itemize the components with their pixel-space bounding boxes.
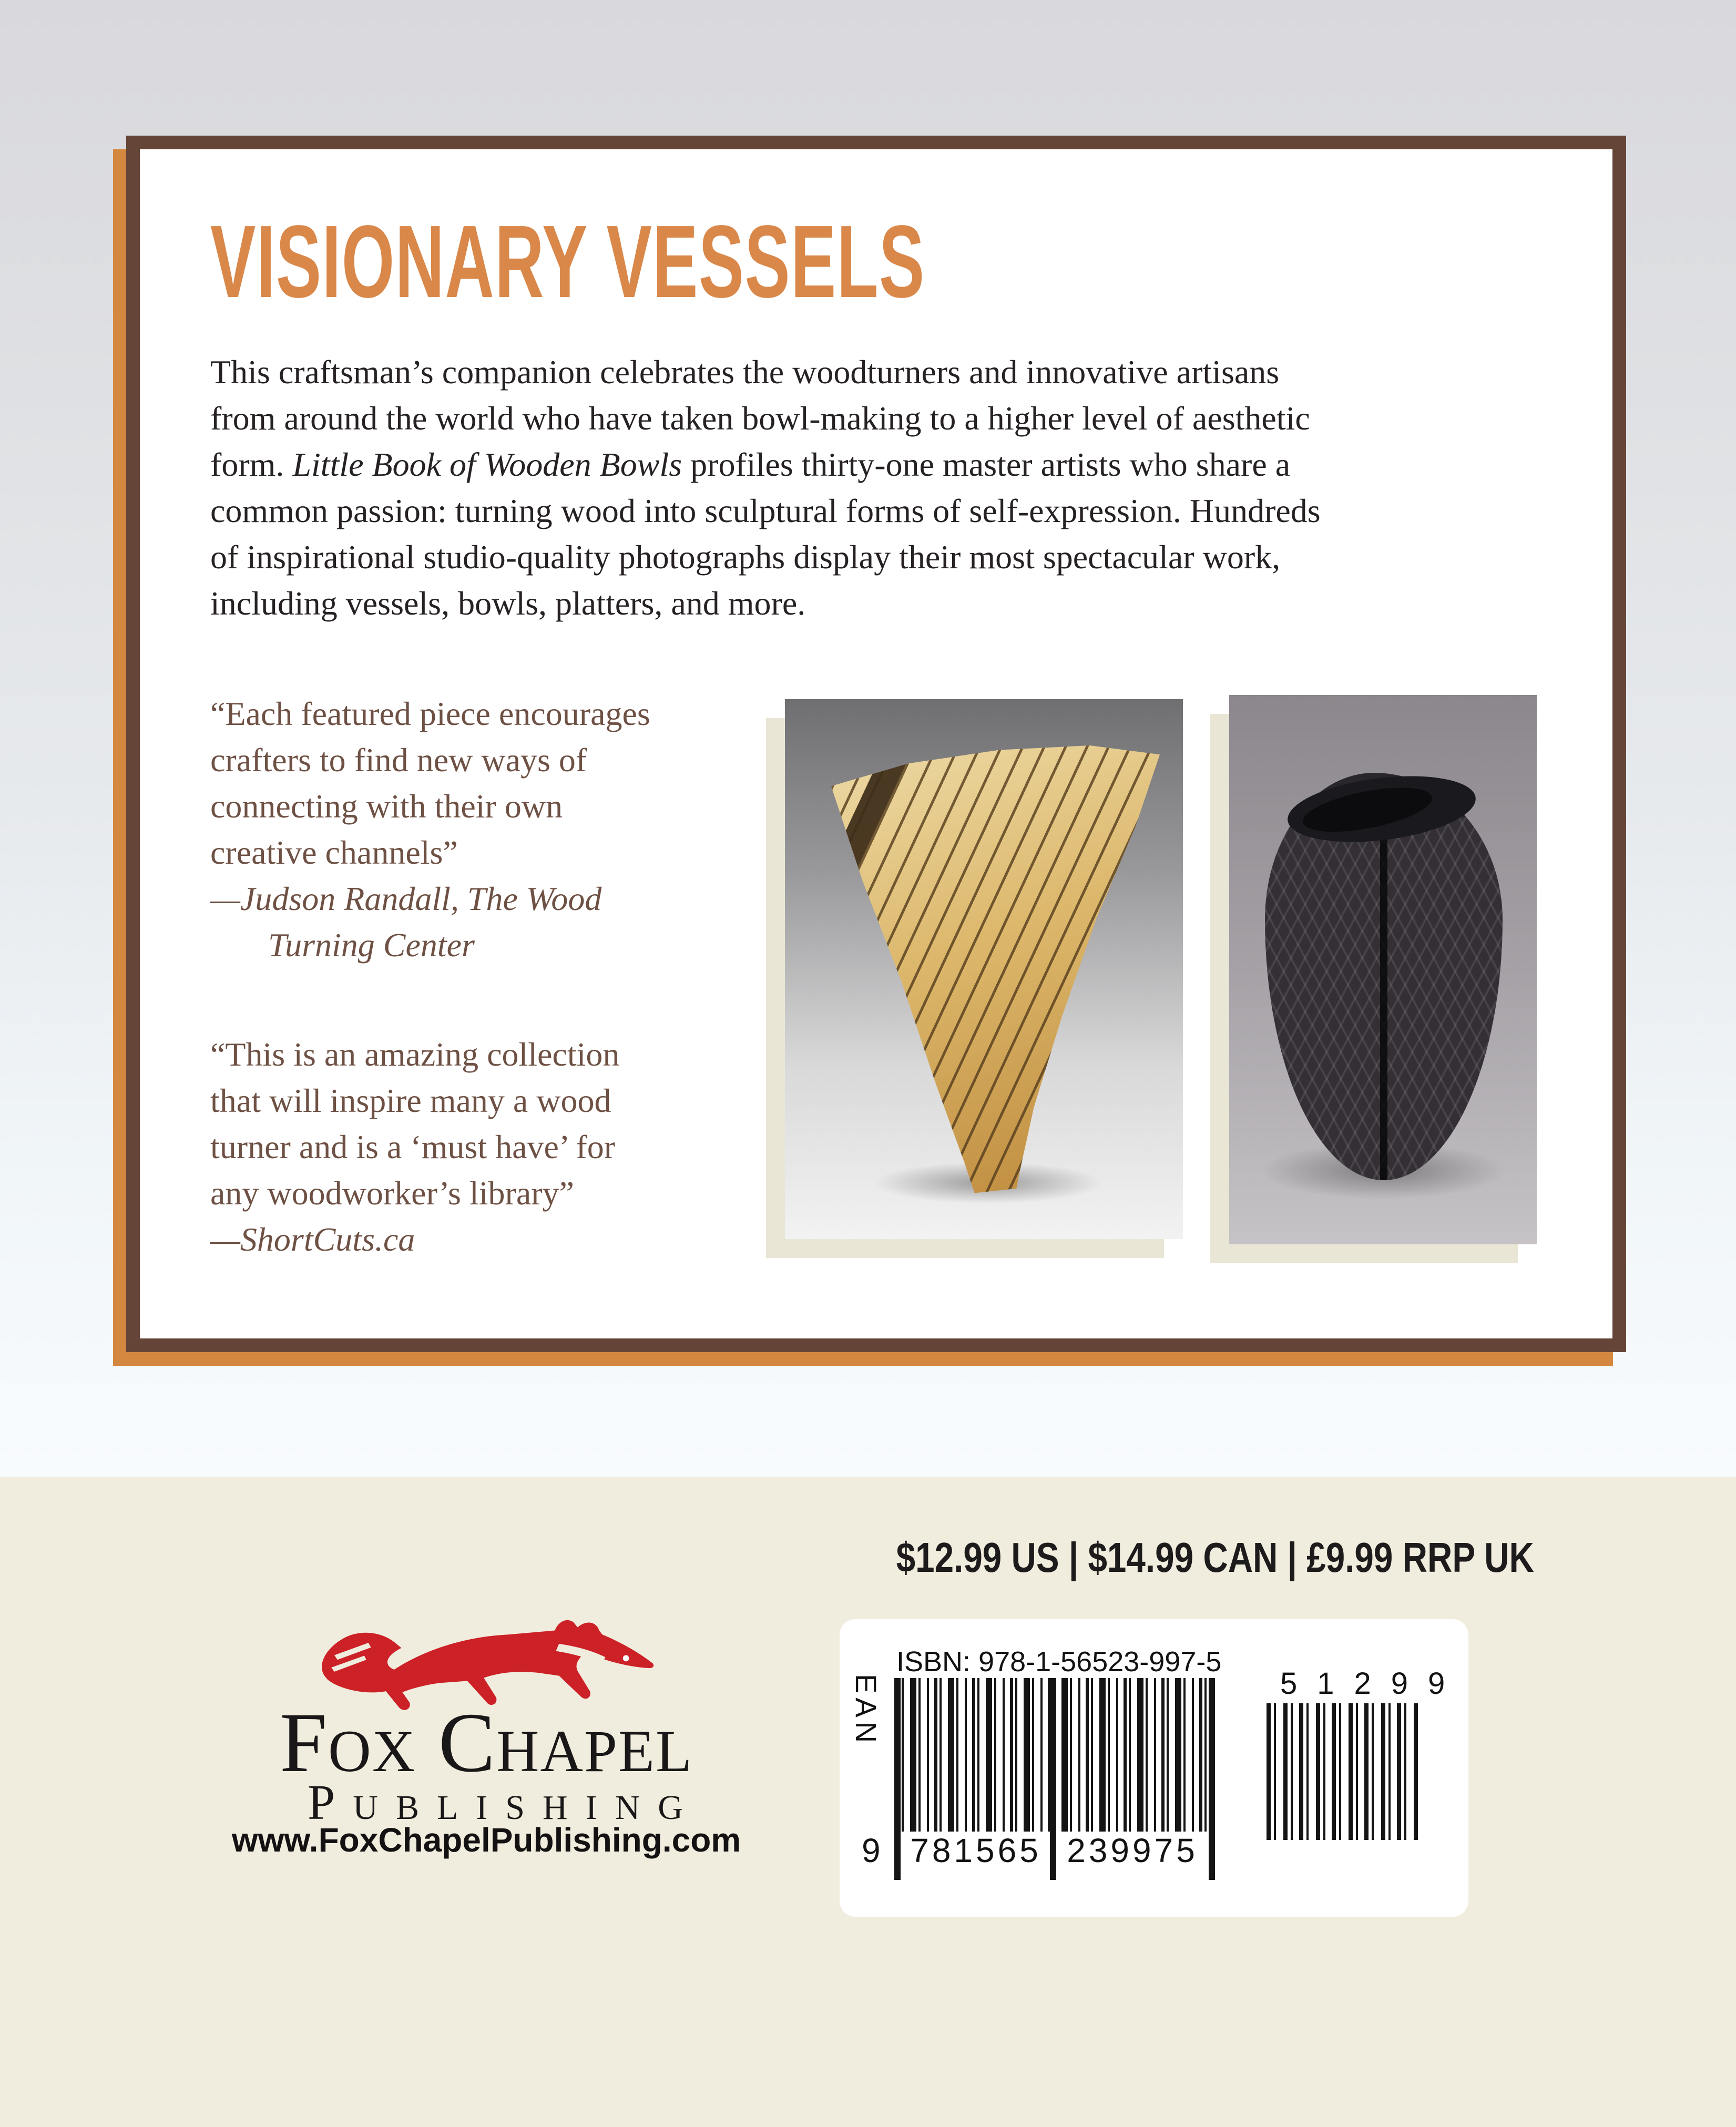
publisher-name: Fox Chapel <box>280 1696 693 1790</box>
barcode-digit-group: 239975 <box>1067 1832 1198 1869</box>
paragraph-line <box>210 442 1556 488</box>
quote-line: creative channels” <box>210 834 458 871</box>
quote-line: turner and is a ‘must have’ for <box>210 1128 616 1165</box>
quote-line: connecting with their own <box>210 788 563 825</box>
paragraph-segment: form. <box>210 446 293 483</box>
quote-attribution: —Judson Randall, The Wood <box>210 880 602 917</box>
black-carved-vessel <box>1265 773 1503 1180</box>
description-paragraph <box>210 349 1556 627</box>
quote-line: that will inspire many a wood <box>210 1082 611 1119</box>
publisher-subtitle: Publishing <box>308 1775 701 1830</box>
review-quote-judson-randall <box>210 691 768 968</box>
barcode-addon-digits: 51299 <box>1280 1666 1465 1701</box>
paragraph-line: from around the world who have taken bowl-making to a higher level of aesthetic <box>210 400 1310 437</box>
ean-label: EAN <box>850 1674 883 1747</box>
book-title-italic: Little Book of Wooden Bowls <box>292 446 682 483</box>
quote-attribution: —ShortCuts.ca <box>210 1221 415 1258</box>
quote-attribution: Turning Center <box>268 926 475 964</box>
quote-line: any woodworker’s library” <box>210 1174 574 1212</box>
barcode-bars-addon <box>1267 1703 1420 1840</box>
barcode-panel <box>840 1619 1468 1917</box>
paragraph-line: of inspirational studio-quality photographs display their most spectacular work, <box>210 538 1281 576</box>
barcode-digit-lead: 9 <box>862 1832 881 1869</box>
barcode-digit-group: 781565 <box>910 1832 1041 1869</box>
quote-line: “Each featured piece encourages <box>210 695 650 732</box>
barcode-guard-bar <box>1050 1678 1056 1880</box>
barcode-guard-bar <box>894 1678 901 1880</box>
cover-headline: VISIONARY VESSELS <box>210 204 925 319</box>
striped-wood-vessel-photo <box>785 699 1183 1239</box>
quote-line: crafters to find new ways of <box>210 741 587 779</box>
vessel-rim <box>1284 767 1479 852</box>
isbn-label: ISBN: 978-1-56523-997-5 <box>896 1646 1222 1678</box>
quote-line: “This is an amazing collection <box>210 1036 620 1073</box>
paragraph-line: common passion: turning wood into sculptural forms of self-expression. Hundreds <box>210 492 1321 529</box>
paragraph-line: including vessels, bowls, platters, and more. <box>210 585 806 622</box>
paragraph-segment: profiles thirty-one master artists who share a <box>682 446 1291 483</box>
barcode-guard-bar <box>1209 1678 1215 1880</box>
paragraph-line: This craftsman’s companion celebrates the woodturners and innovative artisans <box>210 353 1280 391</box>
publisher-website: www.FoxChapelPublishing.com <box>231 1821 741 1859</box>
striped-wood-vessel <box>810 745 1160 1198</box>
black-carved-vessel-photo <box>1229 695 1537 1244</box>
review-quote-shortcuts <box>210 1031 768 1263</box>
price-line: $12.99 US | $14.99 CAN | £9.99 RRP UK <box>896 1534 1534 1581</box>
vessel-opening <box>1300 779 1436 840</box>
